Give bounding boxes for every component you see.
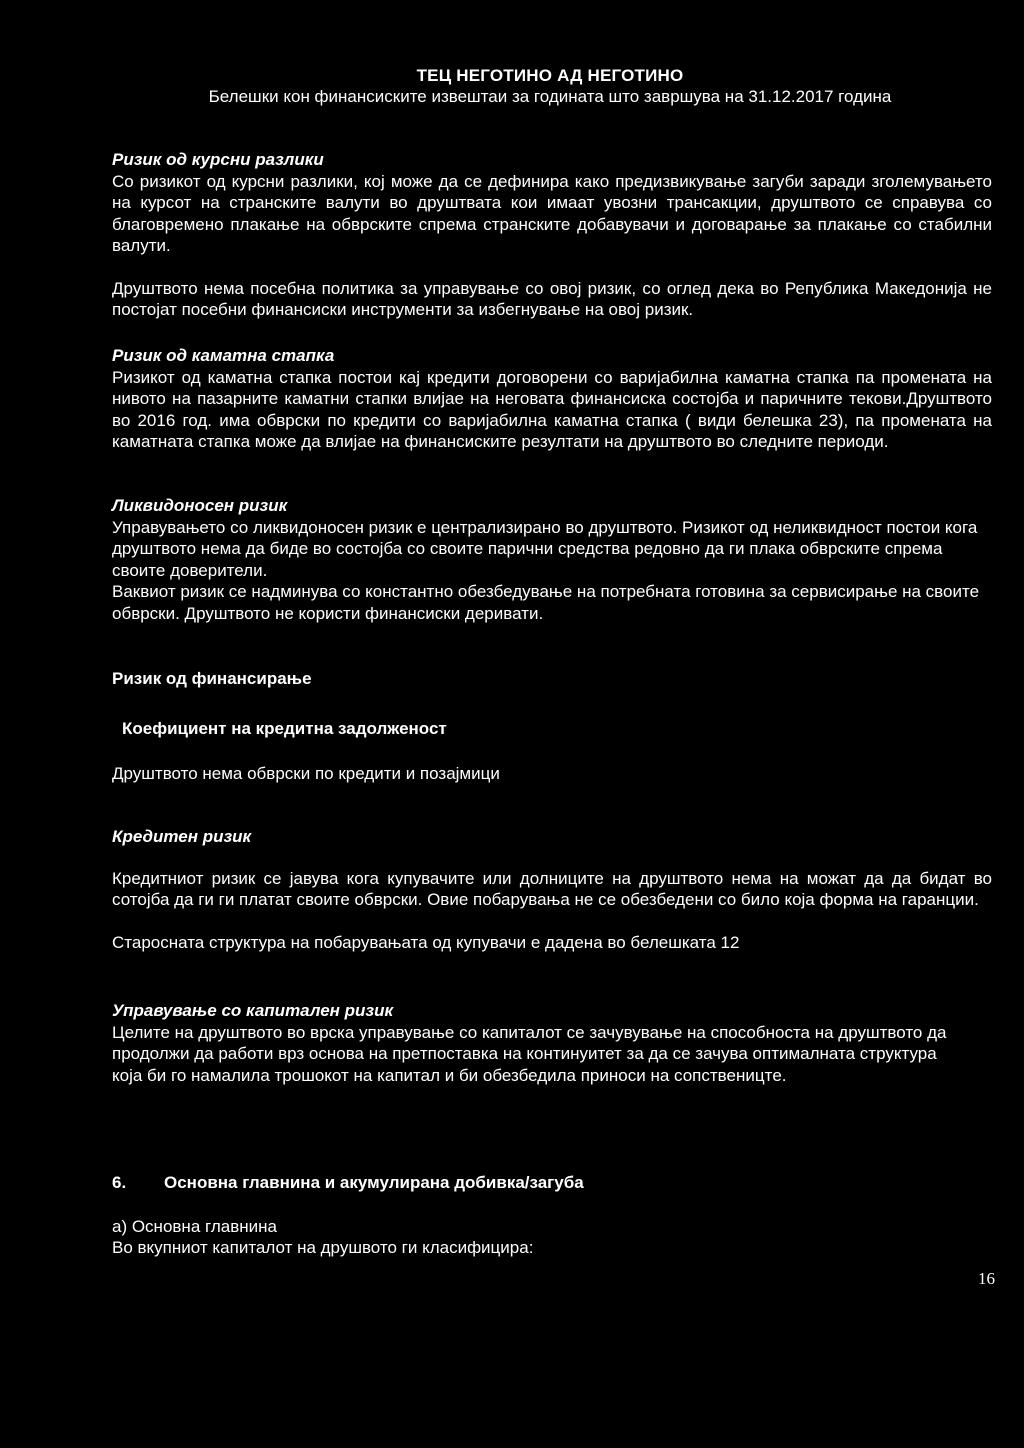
section-capital-risk — [112, 1000, 952, 1086]
section-title: Основна главнина и акумулирана добивка/загуба — [164, 1173, 584, 1192]
section-heading: Ризик од финансирање — [112, 669, 312, 688]
paragraph: Во вкупниот капиталот на друшвото ги класифицира: — [112, 1238, 534, 1257]
section-financing-risk — [112, 668, 992, 690]
section-credit-risk — [112, 826, 992, 953]
section-heading-numbered — [112, 1172, 992, 1194]
paragraph: Друштвото нема посебна политика за управување со овој ризик, со оглед дека во Република Македонија не постојат посебни финансиски инструменти за избегнување на овој ризик. — [112, 278, 992, 319]
paragraph: Целите на друштвото во врска управување со капиталот се зачувување на способноста на друштвото да продолжи да работи врз основа на претпоставка на континуитет за да се зачува оптималната структура која би го намалила трошокот на капитал и би обезбедила приноси на сопствеництe. — [112, 1022, 947, 1085]
company-title: ТЕЦ НЕГОТИНО АД НЕГОТИНО — [416, 66, 684, 85]
section-liquidity-risk — [112, 495, 992, 624]
section-heading: Ликвидоносен ризик — [112, 496, 288, 515]
paragraph: Ризикот од каматна стапка постои кај кредити договорени со варијабилна каматна стапка па промената на нивото на пазарните каматни стапки влијае на неговата финансиска состојба и паричните текови.Друштвото во 2016 год. има обврски по кредити со варијабилна каматна стапка ( види белешка 23), па промената на каматната стапка може да влијае на финансиските резултати на друштвото во следните периоди. — [112, 367, 992, 451]
subsection-heading: Коефициент на кредитна задолженост — [122, 719, 447, 738]
page-number: 16 — [978, 1269, 995, 1288]
section-heading: Управување со капитален ризик — [112, 1001, 394, 1020]
subsection-credit-indebtedness — [122, 718, 1002, 740]
section-heading: Ризик од курсни разлики — [112, 150, 324, 169]
section-fx-risk — [112, 149, 992, 321]
document-subtitle: Белешки кон финансиските извештаи за годината што завршува на 31.12.2017 година — [208, 87, 892, 106]
paragraph: Друштвото нема обврски по кредити и позајмици — [112, 764, 500, 783]
paragraph: Со ризикот од курсни разлики, кој може да се дефинира како предизвикување загуби заради зголемувањето на курсот на странските валути во друштвата кои имаат увозни трансакции, друштвото се справува со благовремено плакање на обврските спрема странските добавувачи и договарање за плакање со стабилни валути. — [112, 171, 992, 255]
subsection-label: а) Основна главнина — [112, 1216, 277, 1236]
paragraph: Кредитниот ризик се јавува кога купувачите или долниците на друштвото нема на можат да да бидат во сотојба да ги ги платат своите обврски. Овие побарувања не се обезбедени со било која форма на гаранции. — [112, 868, 992, 909]
section-heading: Кредитен ризик — [112, 827, 252, 846]
section-equity — [112, 1172, 992, 1259]
paragraph: Ваквиот ризик се надминува со константно обезбедување на потребната готовина за сервисирање на своите обврски. Друштвото не користи финансиски деривати. — [112, 582, 980, 623]
section-number: 6. — [112, 1173, 127, 1192]
financing-paragraph-wrap — [112, 763, 992, 785]
paragraph: Управувањето со ликвидоносен ризик е централизирано во друштвото. Ризикот од неликвидност постои кога друштвото нема да биде во состојба со своите парични средства редовно да ги плака обврските спрема своите доверители. — [112, 517, 978, 580]
section-heading: Ризик од каматна стапка — [112, 346, 335, 365]
section-interest-risk — [112, 345, 992, 453]
paragraph: Старосната структура на побарувањата од купувачи е дадена во белешката 12 — [112, 932, 740, 952]
